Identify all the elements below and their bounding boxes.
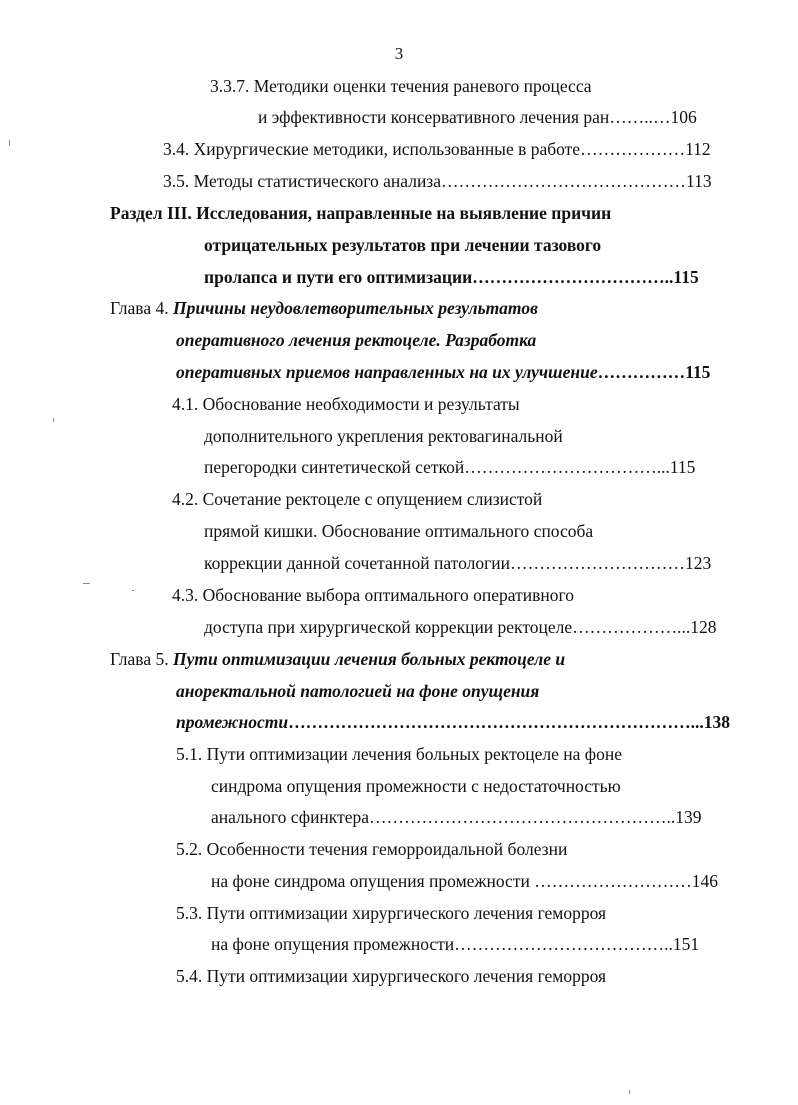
- toc-entry-4-3-line-1: 4.3. Обоснование выбора оптимального оперативного: [172, 585, 575, 605]
- toc-entry-4-1-line-2: дополнительного укрепления ректовагинальной: [204, 426, 563, 446]
- chapter-label: Глава 5.: [110, 649, 173, 669]
- toc-chapter-5-line-2: аноректальной патологией на фоне опущения: [176, 681, 540, 701]
- toc-chapter-4-line-3: [176, 361, 710, 383]
- toc-entry-5-3-line-2: на фоне опущения промежности………………………………..151: [211, 934, 700, 954]
- scan-speck: [629, 1090, 630, 1094]
- toc-entry-5-1-line-2: синдрома опущения промежности с недостаточностью: [211, 776, 621, 796]
- chapter-label: Глава 4.: [110, 298, 173, 318]
- chapter-title-end: промежности: [176, 712, 289, 732]
- scan-speck: [83, 583, 90, 584]
- toc-chapter-4-line-2: оперативного лечения ректоцеле. Разработка: [176, 330, 537, 350]
- toc-entry-5-1-line-1: 5.1. Пути оптимизации лечения больных ректоцеле на фоне: [176, 744, 622, 764]
- toc-section-3-line-3: пролапса и пути его оптимизации……………………………..115: [204, 267, 699, 287]
- toc-entry-5-3-line-1: 5.3. Пути оптимизации хирургического лечения геморроя: [176, 903, 607, 923]
- toc-entry-3-3-7-line-2: и эффективности консервативного лечения ран……..…106: [258, 107, 697, 127]
- scan-speck: [9, 140, 10, 146]
- section-label: Раздел III.: [110, 203, 197, 223]
- toc-entry-4-1-line-1: 4.1. Обоснование необходимости и результаты: [172, 394, 520, 414]
- scan-speck: [132, 590, 134, 591]
- scan-speck: [53, 418, 54, 422]
- toc-chapter-5-line-3: [176, 711, 730, 733]
- toc-entry-5-4-line-1: 5.4. Пути оптимизации хирургического лечения геморроя: [176, 966, 607, 986]
- chapter-title-end: оперативных приемов направленных на их улучшение: [176, 362, 598, 382]
- toc-entry-5-2-line-2: на фоне синдрома опущения промежности ………………………146: [211, 871, 718, 891]
- toc-entry-4-2-line-1: 4.2. Сочетание ректоцеле с опущением слизистой: [172, 489, 543, 509]
- toc-chapter-5-line-1: [110, 648, 565, 670]
- toc-entry-3-4: 3.4. Хирургические методики, использованные в работе………………112: [163, 139, 711, 159]
- toc-entry-4-3-line-2: доступа при хирургической коррекции ректоцеле………………...128: [204, 617, 717, 637]
- toc-entry-4-2-line-3: коррекции данной сочетанной патологии…………………………123: [204, 553, 712, 573]
- chapter-title: Пути оптимизации лечения больных ректоцеле и: [172, 649, 566, 669]
- toc-section-3-line-1: [110, 202, 611, 224]
- toc-entry-3-3-7-line-1: 3.3.7. Методики оценки течения раневого процесса: [210, 76, 592, 96]
- toc-chapter-4-line-1: [110, 297, 538, 319]
- toc-section-3-line-2: отрицательных результатов при лечении тазового: [204, 235, 602, 255]
- chapter-title: Причины неудовлетворительных результатов: [172, 298, 538, 318]
- toc-entry-5-1-line-3: анального сфинктера……………………………………………..139: [211, 807, 702, 827]
- toc-entry-4-1-line-3: перегородки синтетической сеткой……………………………...115: [204, 457, 696, 477]
- page-ref: ……………115: [597, 362, 711, 382]
- section-title: Исследования, направленные на выявление причин: [196, 203, 612, 223]
- page-number: 3: [394, 44, 404, 63]
- page-ref: ……………………………………………………………...138: [288, 712, 731, 732]
- toc-entry-4-2-line-2: прямой кишки. Обоснование оптимального способа: [204, 521, 594, 541]
- toc-entry-5-2-line-1: 5.2. Особенности течения геморроидальной болезни: [176, 839, 568, 859]
- toc-entry-3-5: 3.5. Методы статистического анализа……………………………………113: [163, 171, 712, 191]
